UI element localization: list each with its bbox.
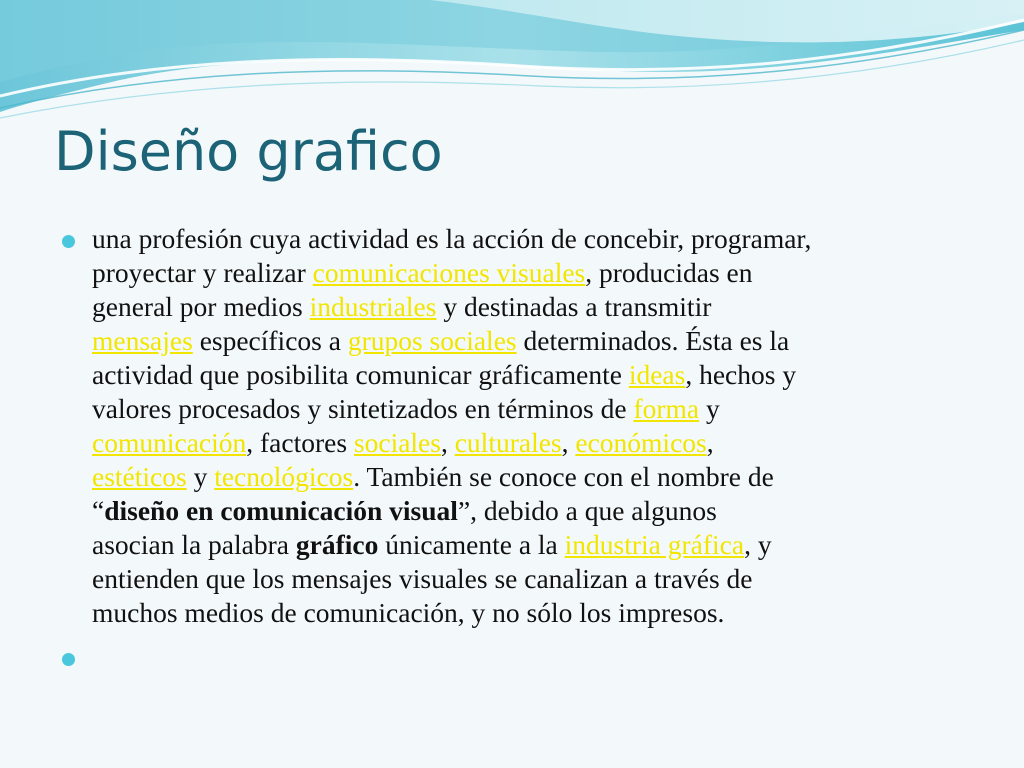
link-ideas[interactable]: ideas xyxy=(628,359,686,390)
link-comunicacion[interactable]: comunicación xyxy=(92,427,247,458)
bullet-item xyxy=(60,222,960,630)
link-industriales[interactable]: industriales xyxy=(309,291,437,322)
bullet-item-empty xyxy=(60,640,960,674)
link-tecnologicos[interactable]: tecnológicos xyxy=(214,461,354,492)
link-forma[interactable]: forma xyxy=(633,393,700,424)
slide-title: Diseño grafico xyxy=(54,120,443,183)
bullet-dot-icon xyxy=(62,235,75,248)
bullet-text: una profesión cuya actividad es la acción de concebir, programar, proyectar y realizar comunicaciones visuales, producidas en general por medios industriales y destinadas a transmitir mensajes específicos a grupos sociales determinados. Ésta es la actividad que posibilita comunicar gráficamente ideas, hechos y valores procesados y sintetizados en términos de forma y comunicación, factores sociales, culturales, económicos, estéticos y tecnológicos. También se conoce con el nombre de “diseño en comunicación visual”, debido a que algunos asocian la palabra gráfico únicamente a la industria gráfica, y entienden que los mensajes visuales se canalizan a través de muchos medios de comunicación, y no sólo los impresos. xyxy=(92,223,812,628)
link-sociales[interactable]: sociales xyxy=(353,427,441,458)
bold-term: diseño en comunicación visual xyxy=(104,495,458,526)
link-industria-grafica[interactable]: industria gráfica xyxy=(564,529,745,560)
link-esteticos[interactable]: estéticos xyxy=(92,461,187,492)
bold-term: gráfico xyxy=(295,529,379,560)
bullet-dot-icon xyxy=(62,653,75,666)
header-wave-decoration xyxy=(0,0,1024,130)
link-culturales[interactable]: culturales xyxy=(454,427,562,458)
bullet-list xyxy=(60,222,960,674)
link-comunicaciones-visuales[interactable]: comunicaciones visuales xyxy=(312,257,586,288)
link-economicos[interactable]: económicos xyxy=(575,427,707,458)
link-mensajes[interactable]: mensajes xyxy=(92,325,193,356)
link-grupos-sociales[interactable]: grupos sociales xyxy=(347,325,517,356)
